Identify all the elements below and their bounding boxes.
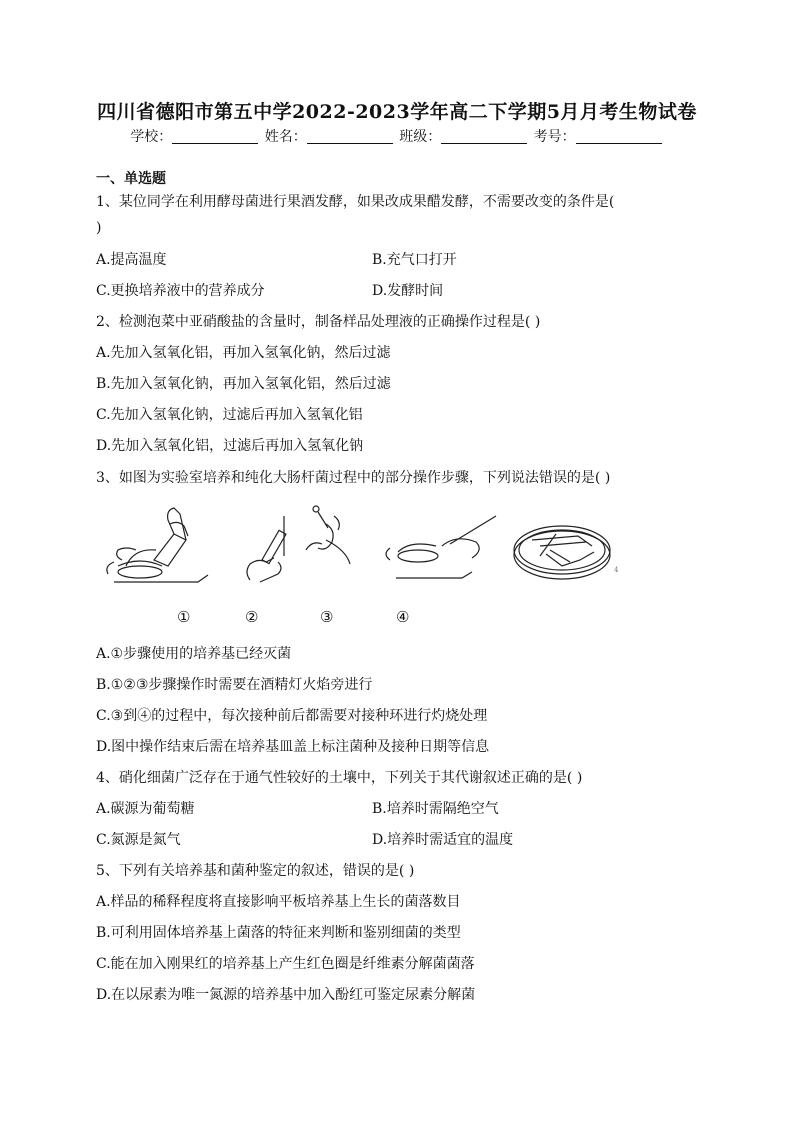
step-4-streaking-illustration — [386, 516, 496, 578]
q1-option-c[interactable]: C.更换培养液中的营养成分 — [96, 283, 265, 299]
q2-option-c[interactable]: C.先加入氢氧化钠，过滤后再加入氢氧化铝 — [96, 407, 363, 423]
question-1-stem-cont: ) — [96, 220, 102, 236]
q3-option-a[interactable]: A.①步骤使用的培养基已经灭菌 — [96, 646, 292, 662]
q3-option-d[interactable]: D.图中操作结束后需在培养基皿盖上标注菌种及接种日期等信息 — [96, 739, 490, 755]
q2-option-a[interactable]: A.先加入氢氧化铝，再加入氢氧化钠，然后过滤 — [96, 345, 391, 361]
q5-option-b[interactable]: B.可利用固体培养基上菌落的特征来判断和鉴别细菌的类型 — [96, 925, 461, 941]
school-blank[interactable] — [172, 128, 258, 144]
class-label: 班级： — [399, 129, 442, 145]
figure-label-3: ③ — [320, 608, 334, 626]
step-2-test-tube-illustration — [247, 516, 286, 582]
exam-title: 四川省德阳市第五中学2022-2023学年高二下学期5月月考生物试卷 — [97, 101, 697, 123]
question-2-stem: 2、检测泡菜中亚硝酸盐的含量时，制备样品处理液的正确操作过程是( ) — [96, 314, 541, 330]
class-blank[interactable] — [441, 128, 527, 144]
q3-option-c[interactable]: C.③到④的过程中，每次接种前后都需要对接种环进行灼烧处理 — [96, 708, 488, 724]
q5-option-d[interactable]: D.在以尿素为唯一氮源的培养基中加入酚红可鉴定尿素分解菌 — [96, 987, 476, 1003]
figure-label-1: ① — [177, 608, 191, 626]
q5-option-a[interactable]: A.样品的稀释程度将直接影响平板培养基上生长的菌落数目 — [96, 894, 461, 910]
q1-option-a[interactable]: A.提高温度 — [96, 252, 167, 268]
number-blank[interactable] — [576, 128, 662, 144]
question-4-stem: 4、硝化细菌广泛存在于通气性较好的土壤中，下列关于其代谢叙述正确的是( ) — [96, 770, 583, 786]
number-label: 考号： — [533, 129, 576, 145]
q4-option-a[interactable]: A.碳源为葡萄糖 — [96, 801, 195, 817]
figure-mark: 4 — [614, 566, 619, 574]
student-info-row — [0, 126, 794, 146]
q4-option-c[interactable]: C.氮源是氮气 — [96, 832, 181, 848]
section-heading: 一、单选题 — [96, 171, 166, 187]
q4-option-d[interactable]: D.培养时需适宜的温度 — [372, 832, 514, 848]
q4-option-b[interactable]: B.培养时需隔绝空气 — [372, 801, 499, 817]
name-blank[interactable] — [307, 128, 393, 144]
q1-option-b[interactable]: B.充气口打开 — [372, 252, 457, 268]
q2-option-d[interactable]: D.先加入氢氧化铝，过滤后再加入氢氧化钠 — [96, 438, 364, 454]
question-3-stem: 3、如图为实验室培养和纯化大肠杆菌过程中的部分操作步骤，下列说法错误的是( ) — [96, 470, 611, 486]
question-1-stem: 1、某位同学在利用酵母菌进行果酒发酵，如果改成果醋发酵，不需要改变的条件是( — [96, 194, 615, 210]
figure-label-2: ② — [245, 608, 259, 626]
step-3-inoculation-loop-illustration — [306, 506, 350, 564]
question-5-stem: 5、下列有关培养基和菌种鉴定的叙述，错误的是( ) — [96, 863, 415, 879]
q5-option-c[interactable]: C.能在加入刚果红的培养基上产生红色圈是纤维素分解菌菌落 — [96, 956, 475, 972]
q1-option-d[interactable]: D.发酵时间 — [372, 283, 444, 299]
q3-option-b[interactable]: B.①②③步骤操作时需要在酒精灯火焰旁进行 — [96, 677, 373, 693]
experiment-figure — [100, 500, 640, 600]
q2-option-b[interactable]: B.先加入氢氧化钠，再加入氢氧化铝，然后过滤 — [96, 376, 391, 392]
figure-label-4: ④ — [396, 608, 410, 626]
petri-dish-illustration — [514, 526, 610, 579]
school-label: 学校： — [130, 129, 173, 145]
name-label: 姓名： — [264, 129, 307, 145]
step-1-pouring-illustration — [107, 508, 208, 582]
